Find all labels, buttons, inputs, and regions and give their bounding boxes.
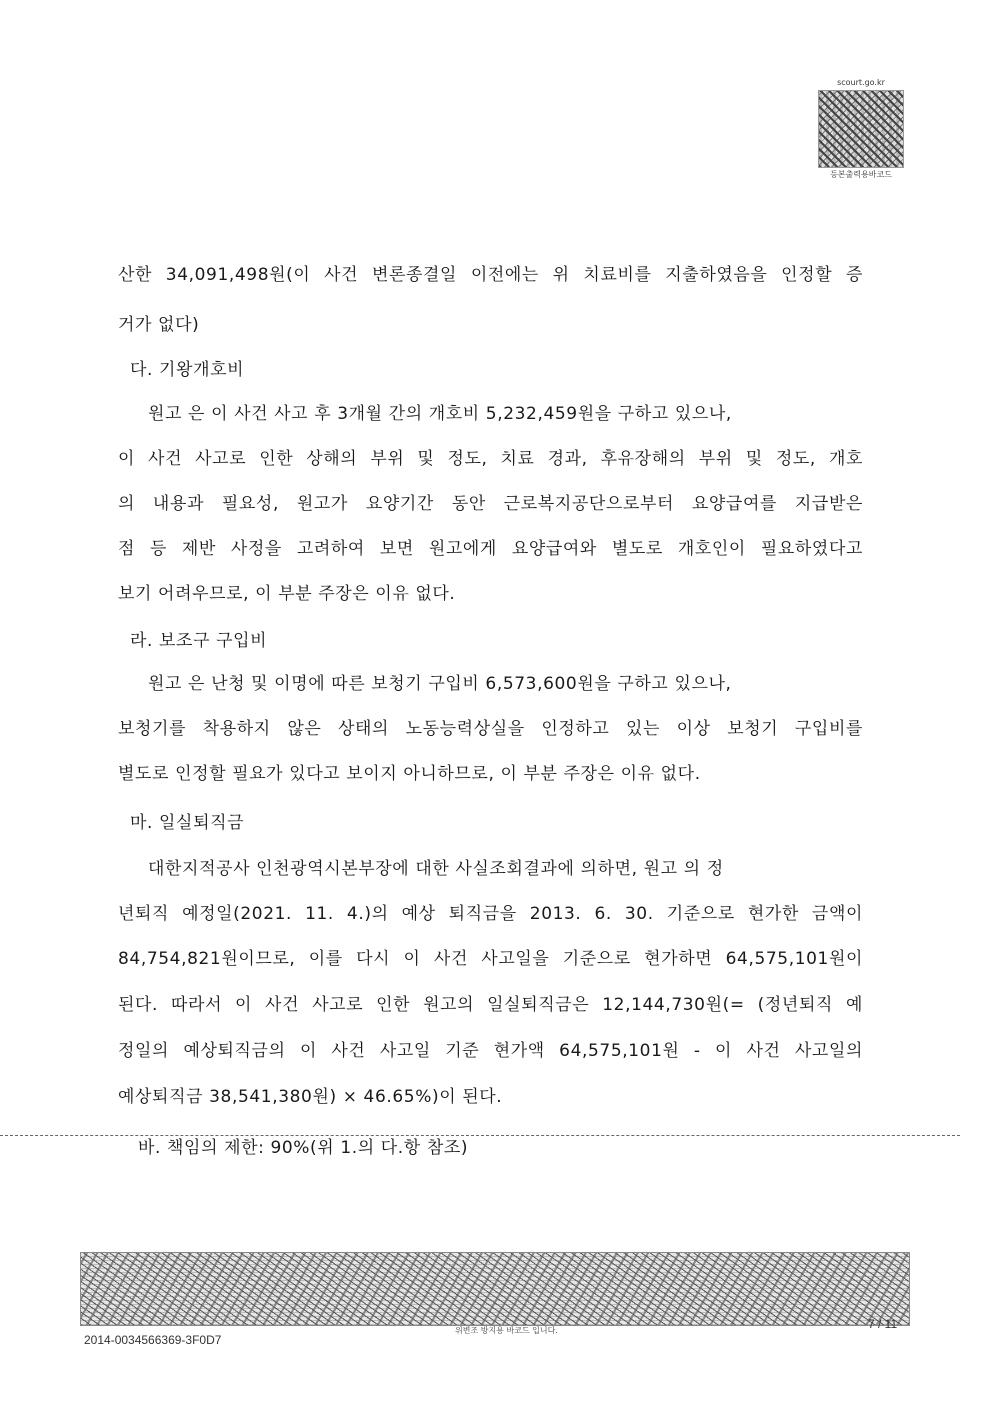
body-line: 거가 없다) — [118, 315, 200, 335]
body-line: 된다. 따라서 이 사건 사고로 인한 원고의 일실퇴직금은 12,144,730원(= (정년퇴직 예 — [118, 995, 863, 1015]
body-line: 대한지적공사 인천광역시본부장에 대한 사실조회결과에 의하면, 원고 의 정 — [148, 859, 724, 879]
qr-caption: 등본출력용바코드 — [830, 170, 892, 179]
body-line: 원고 은 이 사건 사고 후 3개월 간의 개호비 5,232,459원을 구하고 있으나, — [148, 404, 732, 424]
body-line: 산한 34,091,498원(이 사건 변론종결일 이전에는 위 치료비를 지출하였음을 인정할 증 — [118, 265, 863, 285]
section-heading: 라. 보조구 구입비 — [130, 631, 268, 651]
verification-qr-code — [815, 78, 907, 180]
page-number: 7 / 11 — [868, 1317, 898, 1331]
body-line: 별도로 인정할 필요가 있다고 보이지 아니하므로, 이 부분 주장은 이유 없다. — [118, 764, 701, 784]
body-line: 정일의 예상퇴직금의 이 사건 사고일 기준 현가액 64,575,101원 - 이 사건 사고일의 — [118, 1041, 863, 1061]
body-line: 예상퇴직금 38,541,380원) × 46.65%)이 된다. — [118, 1087, 503, 1107]
qr-url: scourt.go.kr — [837, 78, 885, 87]
body-line: 보기 어려우므로, 이 부분 주장은 이유 없다. — [118, 584, 456, 604]
body-line: 년퇴직 예정일(2021. 11. 4.)의 예상 퇴직금을 2013. 6. 30. 기준으로 현가한 금액이 — [118, 904, 863, 924]
body-line: 84,754,821원이므로, 이를 다시 이 사건 사고일을 기준으로 현가하면 64,575,101원이 — [118, 949, 863, 969]
body-line: 보청기를 착용하지 않은 상태의 노동능력상실을 인정하고 있는 이상 보청기 구입비를 — [118, 719, 863, 739]
body-line: 원고 은 난청 및 이명에 따른 보청기 구입비 6,573,600원을 구하고 있으나, — [148, 674, 732, 694]
anti-forgery-barcode-icon — [80, 1252, 910, 1326]
barcode-note: 위변조 방지용 바코드 입니다. — [455, 1326, 558, 1335]
section-heading: 바. 책임의 제한: 90%(위 1.의 다.항 참조) — [138, 1138, 469, 1158]
section-heading: 다. 기왕개호비 — [130, 360, 245, 380]
qr-code-icon — [818, 90, 904, 168]
body-line: 점 등 제반 사정을 고려하여 보면 원고에게 요양급여와 별도로 개호인이 필요하였다고 — [118, 539, 863, 559]
body-line: 이 사건 사고로 인한 상해의 부위 및 정도, 치료 경과, 후유장해의 부위 및 정도, 개호 — [118, 449, 863, 469]
document-id: 2014-0034566369-3F0D7 — [84, 1333, 222, 1347]
section-heading: 마. 일실퇴직금 — [130, 813, 245, 833]
body-line: 의 내용과 필요성, 원고가 요양기간 동안 근로복지공단으로부터 요양급여를 지급받은 — [118, 494, 863, 514]
